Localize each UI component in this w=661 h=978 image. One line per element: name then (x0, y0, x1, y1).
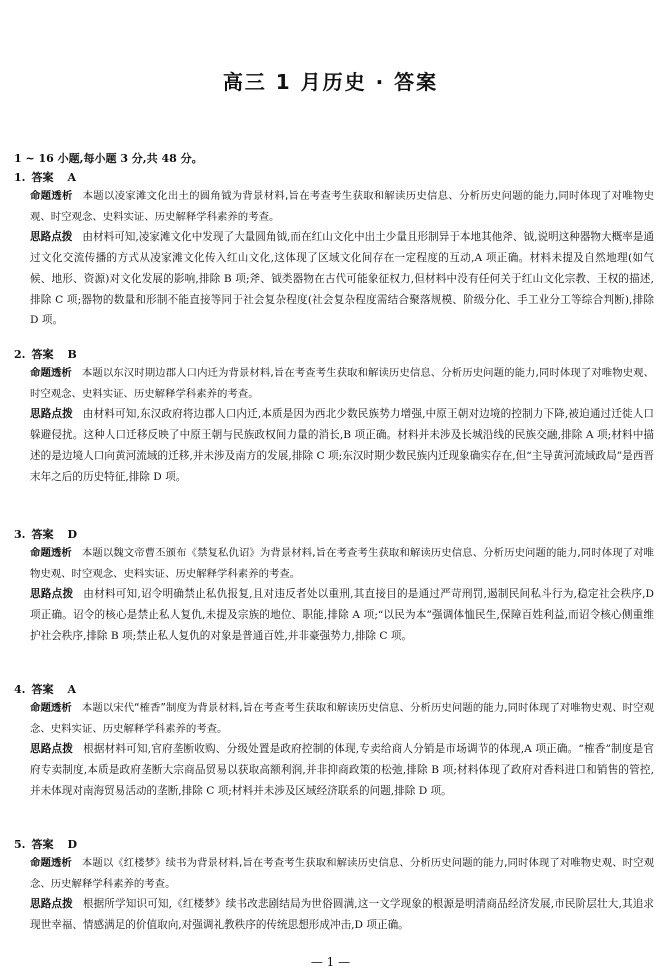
hint-label: 思路点拨 (30, 231, 73, 244)
question-number: 5. (14, 838, 26, 851)
answer-value: D (67, 838, 78, 851)
hint-paragraph (14, 404, 654, 487)
question-header (14, 170, 654, 186)
hint-paragraph (14, 584, 654, 646)
question-block (14, 837, 654, 936)
answer-label: 答案 (31, 683, 54, 696)
answer-value: B (67, 348, 77, 361)
question-number: 4. (14, 683, 26, 696)
page-number: — 1 — (310, 955, 351, 969)
analysis-label: 命题透析 (30, 367, 72, 379)
question-block (14, 347, 654, 487)
hint-text: 根据材料可知,官府垄断收购、分级处置是政府控制的体现,专卖给商人分销是市场调节的体现,A 项正确。“榷香”制度是官府专卖制度,本质是政府垄断大宗商品贸易以获取高额利润,并非抑商政策的松弛,排除 B 项;材料体现了政府对香料进口和销售的管控,并未体现对南海贸易活动的垄断,排除 C 项;材料并未涉及区域经济联系的问题,排除 D 项。 (30, 743, 655, 797)
analysis-text: 本题以东汉时期边郡人口内迁为背景材料,旨在考查考生获取和解读历史信息、分析历史问题的能力,同时体现了对唯物史观、时空观念、史料实证、历史解释学科素养的考查。 (30, 367, 654, 400)
hint-label: 思路点拨 (30, 408, 73, 421)
question-number: 1. (14, 171, 26, 184)
hint-text: 由材料可知,诏令明确禁止私仇报复,且对违反者处以重刑,其直接目的是通过严苛刑罚,遏制民间私斗行为,稳定社会秩序,D 项正确。诏令的核心是禁止私人复仇,未提及宗族的地位、职能,排除 A 项;“以民为本”强调体恤民生,保障百姓利益,而诏令核心侧重维护社会秩序,排除 B 项;禁止私人复仇的对象是普通百姓,并非豪强势力,排除 C 项。 (30, 588, 654, 642)
question-header (14, 682, 654, 698)
analysis-label: 命题透析 (30, 702, 72, 714)
analysis-text: 本题以魏文帝曹丕颁布《禁复私仇诏》为背景材料,旨在考查考生获取和解读历史信息、分析历史问题的能力,同时体现了对唯物史观、时空观念、史料实证、历史解释学科素养的考查。 (30, 547, 654, 580)
analysis-paragraph (14, 698, 654, 739)
analysis-paragraph (14, 853, 654, 894)
analysis-paragraph (14, 363, 654, 404)
question-block (14, 527, 654, 647)
question-number: 3. (14, 528, 26, 541)
answer-label: 答案 (31, 348, 54, 361)
answer-value: A (67, 683, 77, 696)
analysis-paragraph (14, 543, 654, 584)
page-title: 高三 1 月历史 · 答案 (222, 70, 439, 94)
answer-value: A (67, 171, 77, 184)
question-number: 2. (14, 348, 26, 361)
section-intro: 1 ~ 16 小题,每小题 3 分,共 48 分。 (14, 152, 203, 165)
answer-label: 答案 (31, 171, 54, 184)
question-block (14, 170, 654, 331)
hint-paragraph (14, 739, 654, 801)
hint-paragraph (14, 894, 654, 935)
analysis-text: 本题以宋代“榷香”制度为背景材料,旨在考查考生获取和解读历史信息、分析历史问题的能力,同时体现了对唯物史观、时空观念、史料实证、历史解释学科素养的考查。 (30, 702, 654, 735)
hint-label: 思路点拨 (30, 898, 73, 911)
answer-value: D (67, 528, 78, 541)
analysis-paragraph (14, 186, 654, 227)
answer-label: 答案 (31, 528, 54, 541)
question-header (14, 837, 654, 853)
analysis-text: 本题以《红楼梦》续书为背景材料,旨在考查考生获取和解读历史信息、分析历史问题的能力,同时体现了对唯物史观、时空观念、历史解释学科素养的考查。 (30, 857, 654, 890)
answer-label: 答案 (31, 838, 54, 851)
hint-paragraph (14, 227, 654, 331)
question-header (14, 347, 654, 363)
analysis-label: 命题透析 (30, 190, 73, 202)
analysis-text: 本题以凌家滩文化出土的圆角钺为背景材料,旨在考查考生获取和解读历史信息、分析历史问题的能力,同时体现了对唯物史观、时空观念、史料实证、历史解释学科素养的考查。 (30, 190, 654, 223)
question-block (14, 682, 654, 802)
hint-label: 思路点拨 (30, 743, 74, 756)
question-header (14, 527, 654, 543)
analysis-label: 命题透析 (30, 857, 72, 869)
hint-label: 思路点拨 (30, 588, 74, 601)
hint-text: 根据所学知识可知,《红楼梦》续书改悲剧结局为世俗圆满,这一文学现象的根源是明清商品经济发展,市民阶层壮大,其追求现世幸福、情感满足的价值取向,对强调礼教秩序的传统思想形成冲击,D 项正确。 (30, 898, 655, 932)
hint-text: 由材料可知,东汉政府将边郡人口内迁,本质是因为西北少数民族势力增强,中原王朝对边境的控制力下降,被迫通过迁徙人口躲避侵扰。这种人口迁移反映了中原王朝与民族政权间力量的消长,B 项正确。材料并未涉及长城沿线的民族交融,排除 A 项;材料中描述的是边境人口向黄河流域的迁移,并未涉及南方的发展,排除 C 项;东汉时期少数民族内迁现象确实存在,但“主导黄河流域政局”是西晋末年之后的历史特征,排除 D 项。 (30, 408, 655, 483)
analysis-label: 命题透析 (30, 547, 72, 559)
hint-text: 由材料可知,凌家滩文化中发现了大量圆角钺,而在红山文化中出土少量且形制异于本地其他斧、钺,说明这种器物大概率是通过文化交流传播的方式从凌家滩文化传入红山文化,这体现了区域文化间存在一定程度的互动,A 项正确。材料未提及自然地理(如气候、地形、资源)对文化发展的影响,排除 B 项;斧、钺类器物在古代可能象征权力,但材料中没有任何关于红山文化宗教、王权的描述,排除 C 项;器物的数量和形制不能直接等同于社会复杂程度(社会复杂程度需结合聚落规模、阶级分化、手工业分工等综合判断),排除 D 项。 (30, 231, 655, 327)
